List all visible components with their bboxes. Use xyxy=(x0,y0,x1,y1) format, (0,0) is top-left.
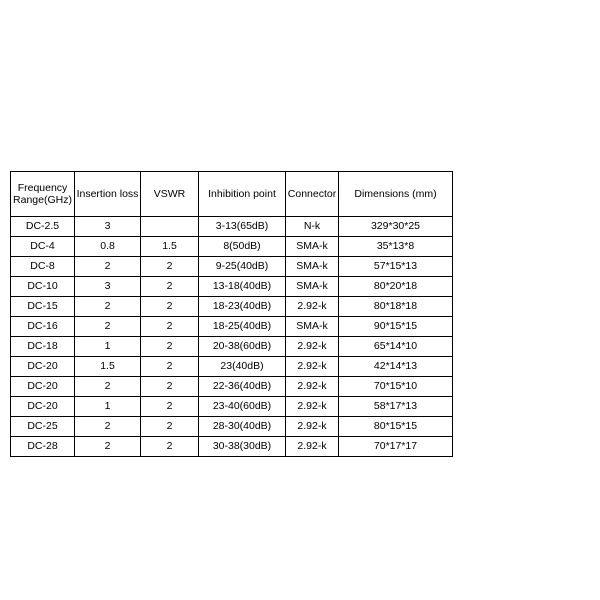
column-header-connector: Connector xyxy=(286,172,339,217)
cell-vswr: 2 xyxy=(141,297,199,317)
table-row xyxy=(11,337,453,357)
cell-insertion-loss: 1 xyxy=(75,337,141,357)
cell-inhibition-point: 8(50dB) xyxy=(199,237,286,257)
cell-inhibition-point: 18-25(40dB) xyxy=(199,317,286,337)
cell-dimensions: 57*15*13 xyxy=(339,257,453,277)
cell-insertion-loss: 3 xyxy=(75,217,141,237)
column-header-insertion-loss: Insertion loss xyxy=(75,172,141,217)
cell-dimensions: 90*15*15 xyxy=(339,317,453,337)
table-row xyxy=(11,257,453,277)
cell-inhibition-point: 20-38(60dB) xyxy=(199,337,286,357)
cell-connector: 2.92-k xyxy=(286,297,339,317)
table-row xyxy=(11,437,453,457)
column-header-dimensions: Dimensions (mm) xyxy=(339,172,453,217)
cell-insertion-loss: 2 xyxy=(75,317,141,337)
cell-vswr: 2 xyxy=(141,397,199,417)
table-row xyxy=(11,357,453,377)
cell-dimensions: 80*20*18 xyxy=(339,277,453,297)
cell-vswr: 2 xyxy=(141,417,199,437)
cell-inhibition-point: 28-30(40dB) xyxy=(199,417,286,437)
cell-insertion-loss: 2 xyxy=(75,377,141,397)
table-header xyxy=(11,172,453,217)
cell-connector: 2.92-k xyxy=(286,397,339,417)
cell-connector: 2.92-k xyxy=(286,437,339,457)
cell-frequency-range: DC-28 xyxy=(11,437,75,457)
cell-vswr: 2 xyxy=(141,277,199,297)
cell-connector: SMA-k xyxy=(286,257,339,277)
specification-table-container xyxy=(10,171,437,457)
cell-vswr xyxy=(141,217,199,237)
cell-insertion-loss: 2 xyxy=(75,437,141,457)
specification-table xyxy=(10,171,453,457)
cell-frequency-range: DC-20 xyxy=(11,357,75,377)
table-row xyxy=(11,377,453,397)
cell-frequency-range: DC-10 xyxy=(11,277,75,297)
cell-connector: 2.92-k xyxy=(286,417,339,437)
table-row xyxy=(11,417,453,437)
column-header-vswr: VSWR xyxy=(141,172,199,217)
table-row xyxy=(11,217,453,237)
cell-inhibition-point: 23-40(60dB) xyxy=(199,397,286,417)
cell-connector: SMA-k xyxy=(286,277,339,297)
cell-insertion-loss: 0.8 xyxy=(75,237,141,257)
table-body xyxy=(11,217,453,457)
cell-frequency-range: DC-18 xyxy=(11,337,75,357)
cell-vswr: 2 xyxy=(141,257,199,277)
cell-inhibition-point: 18-23(40dB) xyxy=(199,297,286,317)
cell-frequency-range: DC-20 xyxy=(11,397,75,417)
cell-vswr: 2 xyxy=(141,317,199,337)
cell-connector: 2.92-k xyxy=(286,357,339,377)
cell-dimensions: 58*17*13 xyxy=(339,397,453,417)
cell-frequency-range: DC-2.5 xyxy=(11,217,75,237)
cell-vswr: 2 xyxy=(141,377,199,397)
cell-inhibition-point: 13-18(40dB) xyxy=(199,277,286,297)
cell-connector: SMA-k xyxy=(286,317,339,337)
table-row xyxy=(11,237,453,257)
cell-frequency-range: DC-15 xyxy=(11,297,75,317)
table-row xyxy=(11,397,453,417)
cell-dimensions: 35*13*8 xyxy=(339,237,453,257)
cell-dimensions: 80*15*15 xyxy=(339,417,453,437)
cell-insertion-loss: 1.5 xyxy=(75,357,141,377)
cell-dimensions: 329*30*25 xyxy=(339,217,453,237)
cell-frequency-range: DC-20 xyxy=(11,377,75,397)
cell-insertion-loss: 2 xyxy=(75,297,141,317)
cell-vswr: 2 xyxy=(141,437,199,457)
cell-frequency-range: DC-16 xyxy=(11,317,75,337)
cell-vswr: 2 xyxy=(141,337,199,357)
cell-inhibition-point: 23(40dB) xyxy=(199,357,286,377)
column-header-inhibition-point: Inhibition point xyxy=(199,172,286,217)
cell-insertion-loss: 2 xyxy=(75,257,141,277)
cell-dimensions: 70*15*10 xyxy=(339,377,453,397)
cell-inhibition-point: 3-13(65dB) xyxy=(199,217,286,237)
cell-dimensions: 70*17*17 xyxy=(339,437,453,457)
column-header-frequency-range: Frequency Range(GHz) xyxy=(11,172,75,217)
cell-frequency-range: DC-25 xyxy=(11,417,75,437)
cell-dimensions: 65*14*10 xyxy=(339,337,453,357)
cell-inhibition-point: 30-38(30dB) xyxy=(199,437,286,457)
cell-connector: SMA-k xyxy=(286,237,339,257)
cell-dimensions: 80*18*18 xyxy=(339,297,453,317)
cell-dimensions: 42*14*13 xyxy=(339,357,453,377)
cell-inhibition-point: 9-25(40dB) xyxy=(199,257,286,277)
cell-insertion-loss: 3 xyxy=(75,277,141,297)
cell-connector: 2.92-k xyxy=(286,377,339,397)
cell-connector: N-k xyxy=(286,217,339,237)
cell-connector: 2.92-k xyxy=(286,337,339,357)
cell-frequency-range: DC-4 xyxy=(11,237,75,257)
table-header-row xyxy=(11,172,453,217)
cell-insertion-loss: 1 xyxy=(75,397,141,417)
table-row xyxy=(11,317,453,337)
cell-frequency-range: DC-8 xyxy=(11,257,75,277)
table-row xyxy=(11,297,453,317)
cell-vswr: 1.5 xyxy=(141,237,199,257)
cell-insertion-loss: 2 xyxy=(75,417,141,437)
table-row xyxy=(11,277,453,297)
cell-inhibition-point: 22-36(40dB) xyxy=(199,377,286,397)
cell-vswr: 2 xyxy=(141,357,199,377)
